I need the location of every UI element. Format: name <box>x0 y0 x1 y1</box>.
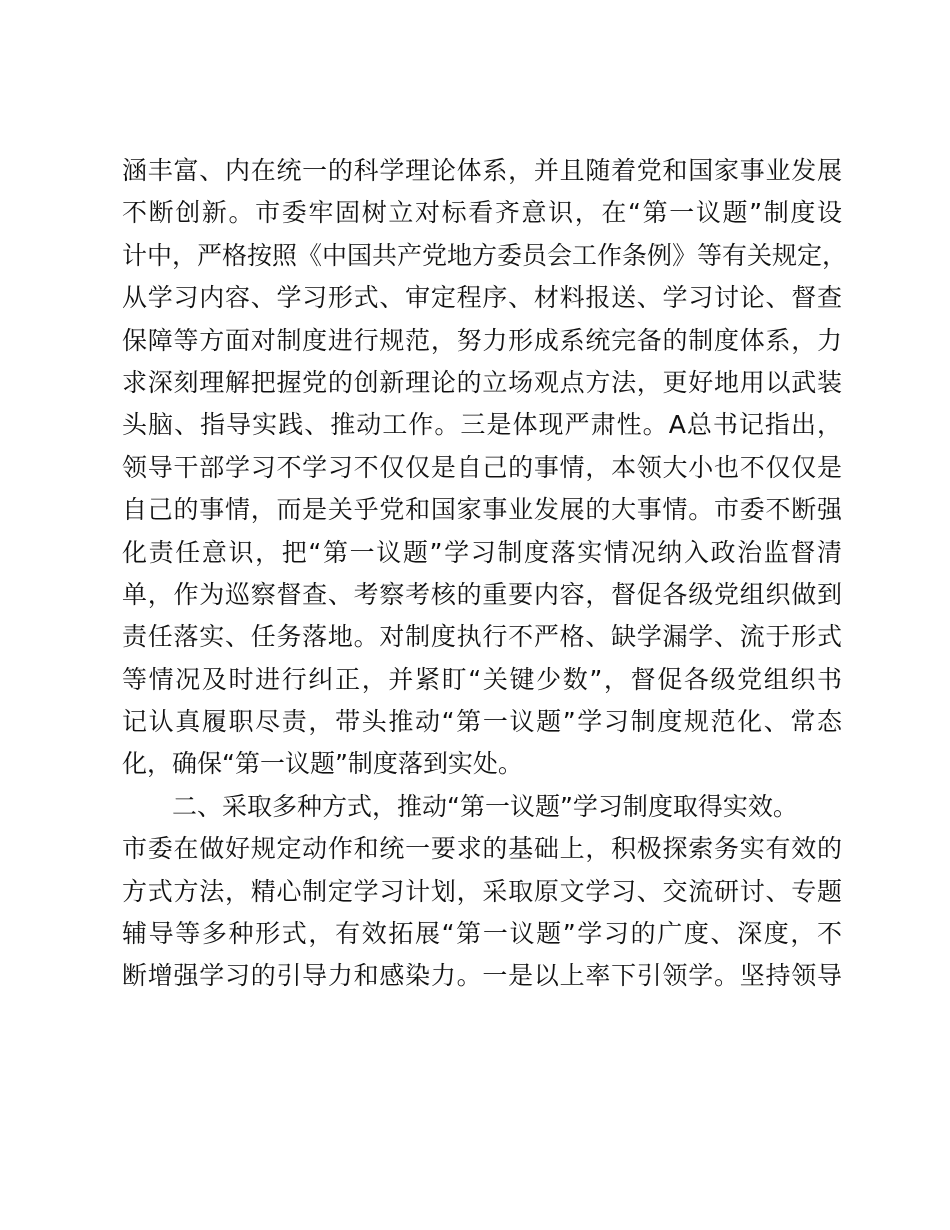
text-line: 自己的事情，而是关乎党和国家事业发展的大事情。市委不断强 <box>122 495 842 525</box>
text-line: 化责任意识，把“第一议题”学习制度落实情况纳入政治监督清 <box>122 537 842 567</box>
section-heading-line: 二、采取多种方式，推动“第一议题”学习制度取得实效。 <box>122 791 798 821</box>
text-line: 求深刻理解把握党的创新理论的立场观点方法，更好地用以武装 <box>122 367 842 397</box>
text-line: 头脑、指导实践、推动工作。三是体现严肃性。A总书记指出， <box>122 410 842 440</box>
text-line: 辅导等多种形式，有效拓展“第一议题”学习的广度、深度，不 <box>122 919 842 949</box>
text-line: 断增强学习的引导力和感染力。一是以上率下引领学。坚持领导 <box>122 961 842 991</box>
paragraph-end-line: 化，确保“第一议题”制度落到实处。 <box>122 749 523 779</box>
text-line: 计中，严格按照《中国共产党地方委员会工作条例》等有关规定， <box>122 240 848 270</box>
text-line: 领导干部学习不学习不仅仅是自己的事情，本领大小也不仅仅是 <box>122 452 842 482</box>
text-line: 等情况及时进行纠正，并紧盯“关键少数”，督促各级党组织书 <box>122 664 842 694</box>
text-line: 从学习内容、学习形式、审定程序、材料报送、学习讨论、督查 <box>122 283 842 313</box>
text-line: 单，作为巡察督查、考察考核的重要内容，督促各级党组织做到 <box>122 579 842 609</box>
text-line: 方式方法，精心制定学习计划，采取原文学习、交流研讨、专题 <box>122 876 842 906</box>
text-line: 不断创新。市委牢固树立对标看齐意识，在“第一议题”制度设 <box>122 198 842 228</box>
text-line: 保障等方面对制度进行规范，努力形成系统完备的制度体系，力 <box>122 325 842 355</box>
text-line: 记认真履职尽责，带头推动“第一议题”学习制度规范化、常态 <box>122 707 842 737</box>
text-line: 市委在做好规定动作和统一要求的基础上，积极探索务实有效的 <box>122 834 842 864</box>
text-line: 涵丰富、内在统一的科学理论体系，并且随着党和国家事业发展 <box>122 156 842 185</box>
body-text <box>122 150 848 998</box>
text-line: 责任落实、任务落地。对制度执行不严格、缺学漏学、流于形式 <box>122 622 842 652</box>
